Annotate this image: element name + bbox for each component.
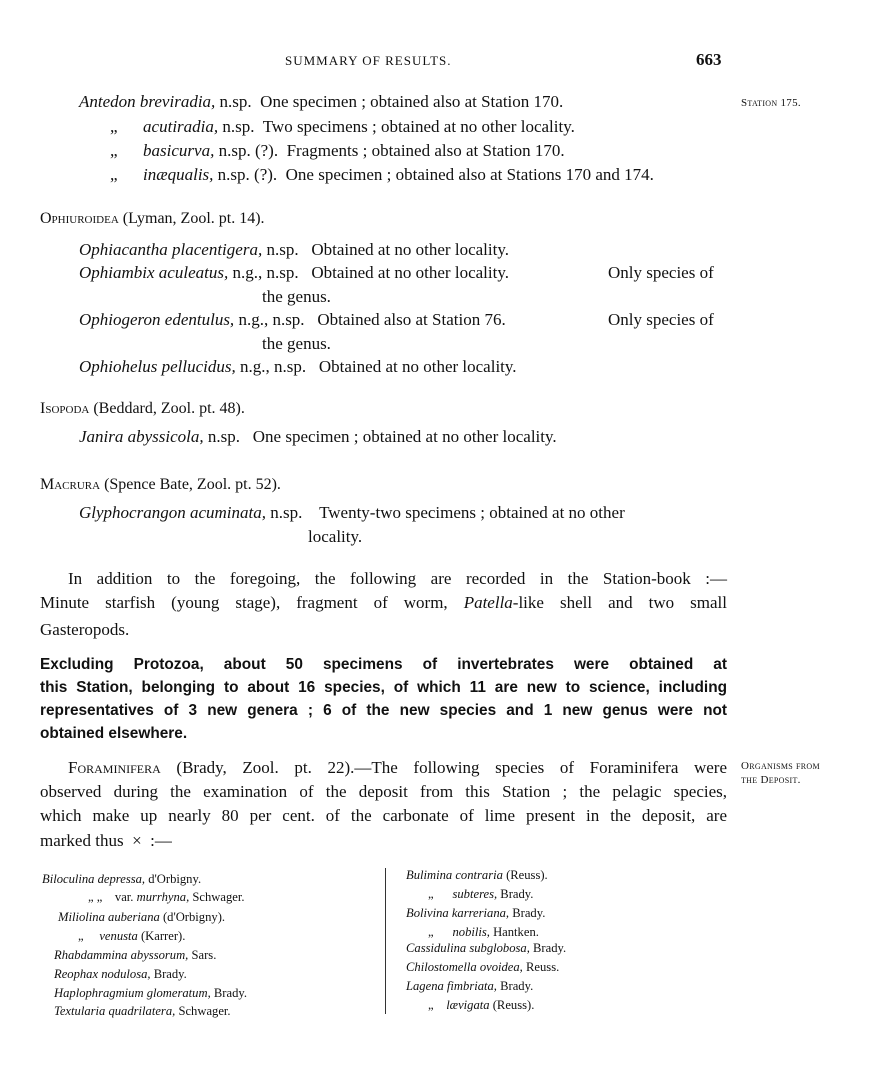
foram-species xyxy=(88,890,245,905)
species-name: Ophiogeron edentulus, xyxy=(79,310,235,329)
species-note-continued: locality. xyxy=(308,527,363,546)
species-tag: n.sp. xyxy=(222,117,255,136)
species-tag: n.sp. (?). xyxy=(218,141,279,160)
species-note-tail: Only species of xyxy=(608,310,714,329)
foram-species xyxy=(406,941,566,956)
paragraph-line: Gasteropods. xyxy=(40,620,130,639)
species-authority: Brady. xyxy=(512,906,546,920)
species-name: Ophiambix aculeatus, xyxy=(79,263,229,282)
species-name: Rhabdammina abyssorum, xyxy=(54,948,189,962)
species-authority: Brady. xyxy=(500,887,534,901)
species-name: Janira abyssicola, xyxy=(79,427,204,446)
group-name: Macrura xyxy=(40,476,101,493)
species-note: Obtained at no other locality. xyxy=(311,263,509,282)
species-authority: Brady. xyxy=(533,941,567,955)
foram-species xyxy=(406,906,545,921)
running-title: SUMMARY OF RESULTS. xyxy=(285,53,452,68)
paragraph-line xyxy=(40,831,172,851)
species-note: Obtained at no other locality. xyxy=(318,357,517,376)
species-entry xyxy=(79,427,557,447)
species-tag: n.sp. xyxy=(266,240,299,259)
foram-species xyxy=(406,979,533,994)
species-entry xyxy=(79,263,509,283)
species-name: Ophiohelus pellucidus, xyxy=(79,357,236,376)
species-name: Ophiacantha placentigera, xyxy=(79,240,263,259)
species-authority: (Reuss). xyxy=(492,998,535,1012)
species-name: Cassidulina subglobosa, xyxy=(406,941,530,955)
species-name: Glyphocrangon acuminata, xyxy=(79,503,266,522)
species-entry xyxy=(110,165,654,185)
summary-line: this Station, belonging to about 16 species, of which 11 are new to science, including xyxy=(40,679,727,696)
species-note: One specimen ; obtained also at Station 170. xyxy=(260,92,564,111)
species-name: Chilostomella ovoidea, xyxy=(406,960,523,974)
species-entry xyxy=(79,310,506,330)
variety-tag: var. xyxy=(114,890,134,904)
species-tag: n.g., n.sp. xyxy=(232,263,299,282)
foram-species xyxy=(54,1004,231,1019)
group-heading-isopoda xyxy=(40,400,245,418)
species-authority: Sars. xyxy=(191,948,217,962)
species-note: Fragments ; obtained also at Station 170. xyxy=(286,141,565,160)
foram-species xyxy=(58,910,225,925)
species-name: Bulimina contraria xyxy=(406,868,503,882)
species-name: Reophax nodulosa, xyxy=(54,967,151,981)
species-name: Haplophragmium glomeratum, xyxy=(54,986,211,1000)
species-tag: n.sp. xyxy=(207,427,241,446)
species-name: inæqualis, xyxy=(143,165,214,184)
sidenote-organisms-2: the Deposit. xyxy=(741,774,801,786)
ditto-mark: „ xyxy=(110,165,118,184)
species-name: subteres, xyxy=(452,887,498,901)
species-entry xyxy=(79,503,625,523)
paragraph-line: In addition to the foregoing, the following are recorded in the Station-book :— xyxy=(68,569,727,588)
ditto-mark: „ xyxy=(428,998,434,1012)
text-run: marked thus xyxy=(40,831,124,850)
species-entry xyxy=(110,141,565,161)
species-entry xyxy=(79,357,517,377)
paragraph-line: which make up nearly 80 per cent. of the carbonate of lime present in the deposit, are xyxy=(40,806,727,825)
species-authority: Reuss. xyxy=(526,960,560,974)
foram-species xyxy=(406,960,559,975)
species-note-continued: the genus. xyxy=(262,287,331,306)
species-name: acutiradia, xyxy=(143,117,219,136)
species-name: Textularia quadrilatera, xyxy=(54,1004,176,1018)
species-name: venusta xyxy=(99,929,138,943)
species-authority: Brady. xyxy=(213,986,247,1000)
group-reference: (Spence Bate, Zool. pt. 52). xyxy=(104,476,281,493)
foram-species xyxy=(406,868,548,883)
text-run: -like shell and two small xyxy=(512,593,727,612)
species-tag: n.g., n.sp. xyxy=(238,310,305,329)
species-note: One specimen ; obtained also at Stations 170 and 174. xyxy=(285,165,654,184)
group-heading-ophiuroidea xyxy=(40,210,265,228)
species-entry xyxy=(79,92,563,112)
species-note-tail: Only species of xyxy=(608,263,714,282)
foram-species xyxy=(54,986,247,1001)
species-tag: n.g., n.sp. xyxy=(240,357,307,376)
text-run: (Brady, Zool. pt. 22).—The following species of Foraminifera were xyxy=(176,758,728,777)
species-note: Twenty-two specimens ; obtained at no other xyxy=(319,503,625,522)
species-name: Antedon breviradia, xyxy=(79,92,216,111)
species-tag: n.sp. xyxy=(270,503,303,522)
foram-species xyxy=(428,925,539,940)
species-name: nobilis, xyxy=(452,925,490,939)
foram-species xyxy=(428,887,533,902)
species-authority: d'Orbigny. xyxy=(148,872,202,886)
group-name: Ophiuroidea xyxy=(40,210,119,227)
foram-species xyxy=(54,948,216,963)
ditto-mark: „ xyxy=(110,141,118,160)
ditto-mark: „ xyxy=(78,929,84,943)
sidenote-station: Station 175. xyxy=(741,97,801,109)
group-name: Isopoda xyxy=(40,400,90,417)
species-authority: Hantken. xyxy=(493,925,539,939)
species-authority: (d'Orbigny). xyxy=(162,910,226,924)
ditto-mark: „ xyxy=(428,887,434,901)
species-note: Obtained at no other locality. xyxy=(311,240,509,259)
pelagic-mark: × xyxy=(132,831,142,850)
summary-line: obtained elsewhere. xyxy=(40,725,188,742)
group-reference: (Lyman, Zool. pt. 14). xyxy=(122,210,265,227)
species-authority: Brady. xyxy=(500,979,534,993)
species-note-continued: the genus. xyxy=(262,334,331,353)
summary-line: representatives of 3 new genera ; 6 of the new species and 1 new genus were not xyxy=(40,702,727,719)
group-name: Foraminifera xyxy=(68,758,161,777)
species-name: Lagena fimbriata, xyxy=(406,979,497,993)
species-name: Biloculina depressa, xyxy=(42,872,146,886)
ditto-mark: „ „ xyxy=(88,890,103,904)
ditto-mark: „ xyxy=(428,925,434,939)
group-heading-macrura xyxy=(40,476,281,494)
species-name: Miliolina auberiana xyxy=(58,910,160,924)
species-authority: (Karrer). xyxy=(140,929,186,943)
page-number: 663 xyxy=(696,50,722,69)
species-name: basicurva, xyxy=(143,141,215,160)
foram-species xyxy=(78,929,185,944)
foram-species xyxy=(428,998,534,1013)
column-divider xyxy=(385,868,386,1014)
species-entry xyxy=(110,117,575,137)
text-run: Minute starfish (young stage), fragment of worm, xyxy=(40,593,448,612)
species-authority: (Reuss). xyxy=(506,868,548,882)
species-name: lævigata xyxy=(446,998,490,1012)
foram-species xyxy=(42,872,201,887)
paragraph-line xyxy=(40,593,727,613)
ditto-mark: „ xyxy=(110,117,118,136)
species-tag: n.sp. xyxy=(219,92,252,111)
paragraph-line: observed during the examination of the deposit from this Station ; the pelagic species, xyxy=(40,782,727,801)
species-authority: Brady. xyxy=(153,967,187,981)
species-name: murrhyna, xyxy=(136,890,190,904)
species-tag: n.sp. (?). xyxy=(217,165,278,184)
paragraph-line xyxy=(68,758,727,778)
genus-name: Patella xyxy=(463,593,513,612)
species-note: One specimen ; obtained at no other locality. xyxy=(252,427,557,446)
sidenote-organisms-1: Organisms from xyxy=(741,760,820,772)
group-reference: (Beddard, Zool. pt. 48). xyxy=(93,400,245,417)
species-authority: Schwager. xyxy=(192,890,245,904)
species-entry xyxy=(79,240,509,260)
foram-species xyxy=(54,967,187,982)
species-name: Bolivina karreriana, xyxy=(406,906,510,920)
species-note: Two specimens ; obtained at no other locality. xyxy=(262,117,575,136)
species-note: Obtained also at Station 76. xyxy=(317,310,506,329)
text-run: :— xyxy=(150,831,172,850)
species-authority: Schwager. xyxy=(178,1004,231,1018)
summary-line: Excluding Protozoa, about 50 specimens of invertebrates were obtained at xyxy=(40,656,727,673)
